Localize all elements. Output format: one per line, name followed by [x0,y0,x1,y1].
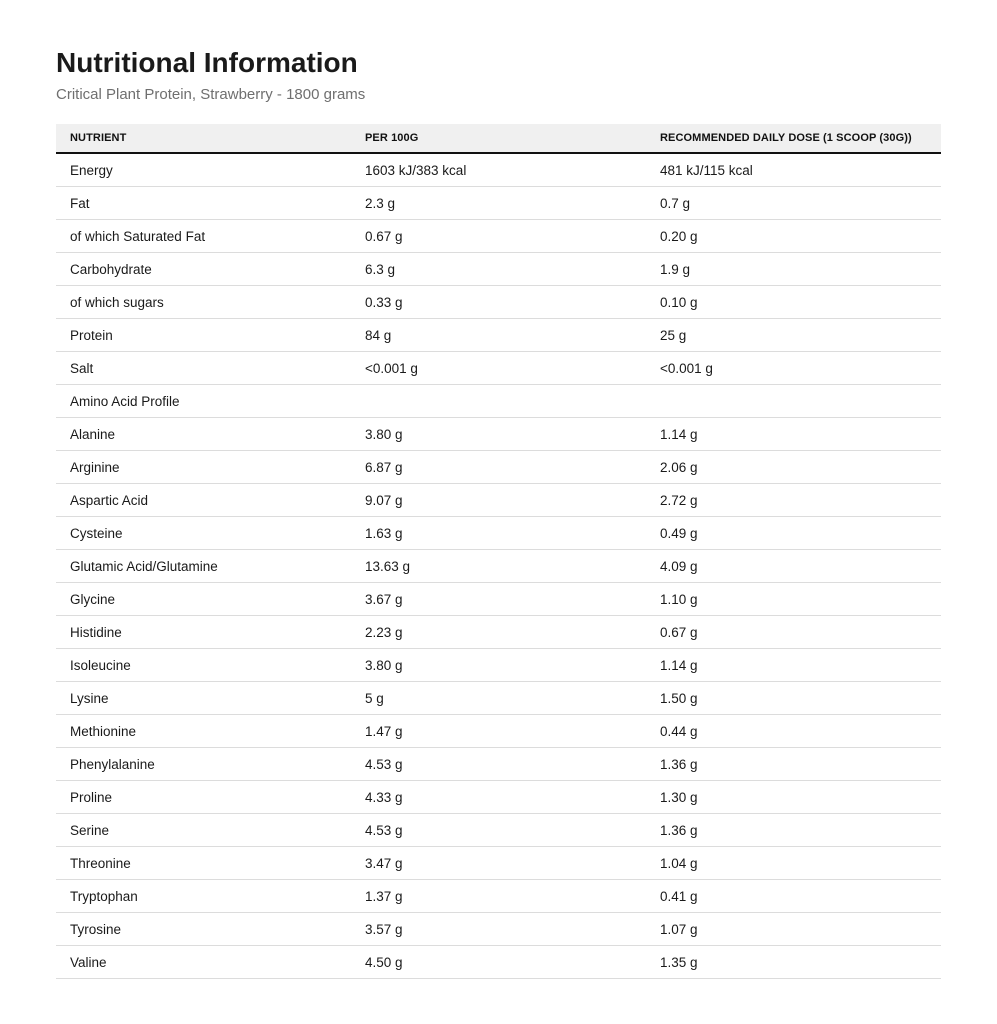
table-row [56,385,941,418]
daily-dose-cell: 2.06 g [646,451,941,484]
per-100g-cell: 4.53 g [351,814,646,847]
nutrient-cell: Amino Acid Profile [56,385,351,418]
nutrient-cell: Protein [56,319,351,352]
nutrient-cell: Salt [56,352,351,385]
nutrient-cell: Aspartic Acid [56,484,351,517]
daily-dose-cell: 0.49 g [646,517,941,550]
daily-dose-cell: 1.36 g [646,748,941,781]
table-row [56,781,941,814]
per-100g-cell: 13.63 g [351,550,646,583]
per-100g-cell: 4.53 g [351,748,646,781]
nutrient-cell: Arginine [56,451,351,484]
daily-dose-cell: 1.35 g [646,946,941,979]
per-100g-cell: 5 g [351,682,646,715]
per-100g-cell: 84 g [351,319,646,352]
page-title: Nutritional Information [56,47,358,78]
per-100g-cell: 0.33 g [351,286,646,319]
table-row [56,550,941,583]
per-100g-cell: 3.47 g [351,847,646,880]
daily-dose-cell: 481 kJ/115 kcal [646,153,941,187]
table-row [56,418,941,451]
table-row [56,616,941,649]
daily-dose-cell: 0.20 g [646,220,941,253]
daily-dose-cell: <0.001 g [646,352,941,385]
table-row [56,220,941,253]
daily-dose-cell: 1.14 g [646,649,941,682]
per-100g-cell: 1.47 g [351,715,646,748]
nutrient-cell: Threonine [56,847,351,880]
nutrient-cell: Histidine [56,616,351,649]
nutrient-cell: Tyrosine [56,913,351,946]
table-row [56,517,941,550]
daily-dose-cell: 1.9 g [646,253,941,286]
per-100g-cell: <0.001 g [351,352,646,385]
nutrient-cell: Isoleucine [56,649,351,682]
table-row [56,451,941,484]
nutrient-cell: Valine [56,946,351,979]
nutrient-cell: Carbohydrate [56,253,351,286]
per-100g-cell: 2.23 g [351,616,646,649]
table-row [56,682,941,715]
nutrition-table [56,124,941,979]
daily-dose-cell: 1.30 g [646,781,941,814]
per-100g-cell: 3.80 g [351,418,646,451]
per-100g-cell: 4.33 g [351,781,646,814]
per-100g-cell: 6.87 g [351,451,646,484]
table-row [56,847,941,880]
nutrient-cell: Lysine [56,682,351,715]
table-header-row [56,124,941,153]
table-row [56,649,941,682]
nutrient-cell: Proline [56,781,351,814]
column-header-daily-dose: RECOMMENDED DAILY DOSE (1 SCOOP (30G)) [646,124,941,153]
column-header-nutrient: NUTRIENT [56,124,351,153]
daily-dose-cell: 0.7 g [646,187,941,220]
per-100g-cell: 1.63 g [351,517,646,550]
nutrient-cell: Energy [56,153,351,187]
daily-dose-cell: 1.14 g [646,418,941,451]
nutrient-cell: Fat [56,187,351,220]
daily-dose-cell: 0.44 g [646,715,941,748]
table-row [56,913,941,946]
table-row [56,352,941,385]
daily-dose-cell: 1.50 g [646,682,941,715]
table-row [56,583,941,616]
daily-dose-cell: 2.72 g [646,484,941,517]
daily-dose-cell: 0.41 g [646,880,941,913]
daily-dose-cell: 25 g [646,319,941,352]
per-100g-cell: 1.37 g [351,880,646,913]
nutrient-cell: Cysteine [56,517,351,550]
table-row [56,153,941,187]
per-100g-cell: 1603 kJ/383 kcal [351,153,646,187]
table-header [56,124,941,153]
daily-dose-cell: 0.67 g [646,616,941,649]
table-row [56,748,941,781]
per-100g-cell: 3.67 g [351,583,646,616]
nutrient-cell: Glycine [56,583,351,616]
per-100g-cell: 2.3 g [351,187,646,220]
table-row [56,286,941,319]
per-100g-cell: 0.67 g [351,220,646,253]
nutrient-cell: of which sugars [56,286,351,319]
table-row [56,484,941,517]
nutrient-cell: Methionine [56,715,351,748]
per-100g-cell: 3.80 g [351,649,646,682]
nutrient-cell: Glutamic Acid/Glutamine [56,550,351,583]
product-subtitle: Critical Plant Protein, Strawberry - 1800 grams [56,86,366,103]
nutrient-cell: Serine [56,814,351,847]
table-body [56,153,941,979]
table-row [56,715,941,748]
table-row [56,187,941,220]
daily-dose-cell: 0.10 g [646,286,941,319]
table-row [56,946,941,979]
per-100g-cell: 3.57 g [351,913,646,946]
per-100g-cell: 6.3 g [351,253,646,286]
table-row [56,814,941,847]
daily-dose-cell: 1.07 g [646,913,941,946]
per-100g-cell [351,385,646,418]
daily-dose-cell: 1.04 g [646,847,941,880]
nutrient-cell: of which Saturated Fat [56,220,351,253]
daily-dose-cell: 1.36 g [646,814,941,847]
table-row [56,319,941,352]
nutrient-cell: Alanine [56,418,351,451]
daily-dose-cell [646,385,941,418]
per-100g-cell: 4.50 g [351,946,646,979]
per-100g-cell: 9.07 g [351,484,646,517]
column-header-per-100g: PER 100G [351,124,646,153]
daily-dose-cell: 4.09 g [646,550,941,583]
nutrient-cell: Tryptophan [56,880,351,913]
table-row [56,253,941,286]
daily-dose-cell: 1.10 g [646,583,941,616]
table-row [56,880,941,913]
nutrient-cell: Phenylalanine [56,748,351,781]
